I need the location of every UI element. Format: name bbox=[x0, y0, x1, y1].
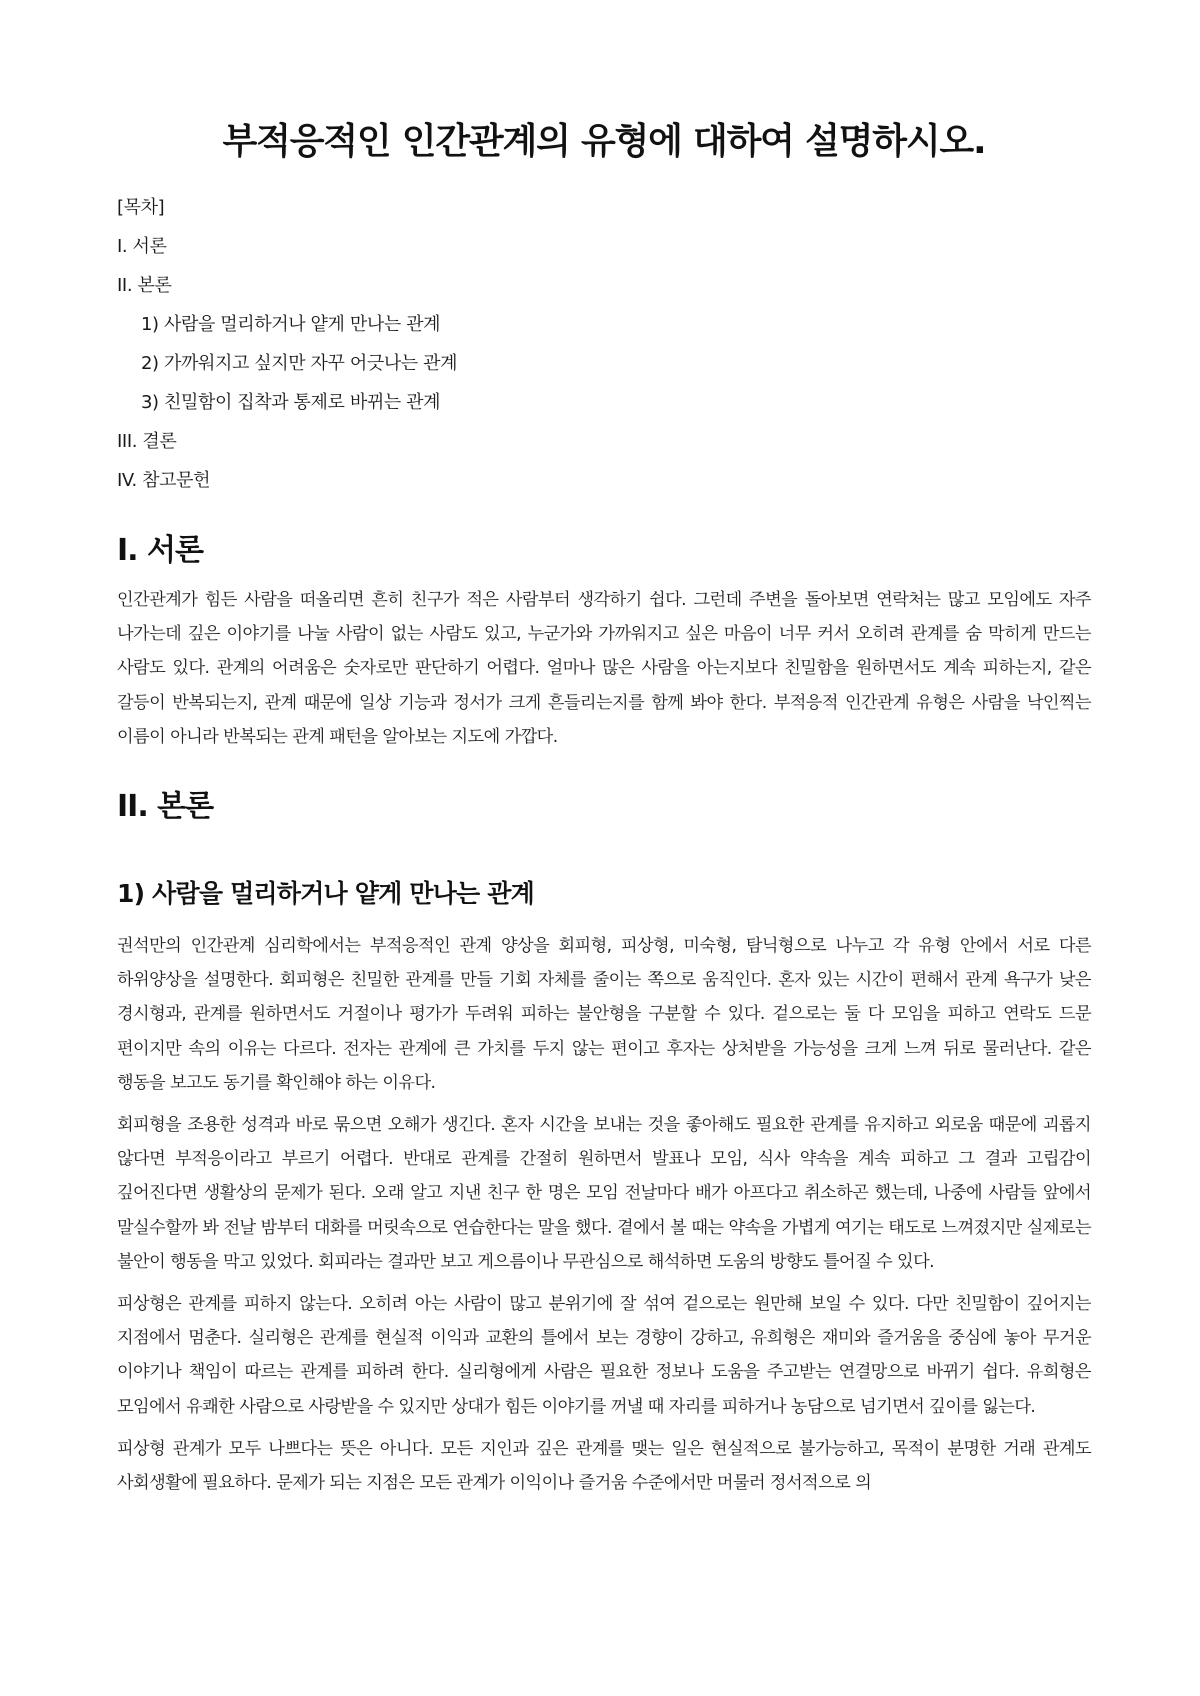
body-paragraph: 권석만의 인간관계 심리학에서는 부적응적인 관계 양상을 회피형, 피상형, 미숙형, 탐닉형으로 나누고 각 유형 안에서 서로 다른 하위양상을 설명한다. 회피형은 친밀한 관계를 만들 기회 자체를 줄이는 쪽으로 움직인다. 혼자 있는 시간이 편해서 관계 욕구가 낮은 경시형과, 관계를 원하면서도 거절이나 평가가 두려워 피하는 불안형을 구분할 수 있다. 겉으로는 둘 다 모임을 피하고 연락도 드문 편이지만 속의 이유는 다르다. 전자는 관계에 큰 가치를 두지 않는 편이고 후자는 상처받을 가능성을 크게 느껴 뒤로 물러난다. 같은 행동을 보고도 동기를 확인해야 하는 이유다. bbox=[117, 936, 1091, 1093]
document-page bbox=[117, 0, 1091, 1500]
subsection-heading-1: 1) 사람을 멀리하거나 얕게 만나는 관계 bbox=[117, 879, 534, 909]
toc-item-body: II. 본론 bbox=[117, 275, 172, 296]
toc-item-body-2: 2) 가까워지고 싶지만 자꾸 어긋나는 관계 bbox=[141, 353, 458, 374]
body-paragraph: 피상형 관계가 모두 나쁘다는 뜻은 아니다. 모든 지인과 깊은 관계를 맺는 일은 현실적으로 불가능하고, 목적이 분명한 거래 관계도 사회생활에 필요하다. 문제가 되는 지점은 모든 관계가 이익이나 즐거움 수준에서만 머물러 정서적으로 의 bbox=[117, 1438, 1091, 1494]
section-heading-body: II. 본론 bbox=[117, 789, 214, 825]
toc-item-references: IV. 참고문헌 bbox=[117, 470, 211, 491]
body-paragraph: 피상형은 관계를 피하지 않는다. 오히려 아는 사람이 많고 분위기에 잘 섞여 겉으로는 원만해 보일 수 있다. 다만 친밀함이 깊어지는 지점에서 멈춘다. 실리형은 관계를 현실적 이익과 교환의 틀에서 보는 경향이 강하고, 유희형은 재미와 즐거움을 중심에 놓아 무거운 이야기나 책임이 따르는 관계를 피하려 한다. 실리형에게 사람은 필요한 정보나 도움을 주고받는 연결망으로 바뀌기 쉽다. 유희형은 모임에서 유쾌한 사람으로 사랑받을 수 있지만 상대가 힘든 이야기를 꺼낼 때 자리를 피하거나 농담으로 넘기면서 깊이를 잃는다. bbox=[117, 1294, 1091, 1417]
toc-item-body-1: 1) 사람을 멀리하거나 얕게 만나는 관계 bbox=[141, 314, 441, 335]
toc-item-conclusion: III. 결론 bbox=[117, 431, 177, 452]
table-of-contents bbox=[117, 188, 1091, 500]
intro-paragraph: 인간관계가 힘든 사람을 떠올리면 흔히 친구가 적은 사람부터 생각하기 쉽다. 그런데 주변을 돌아보면 연락처는 많고 모임에도 자주 나가는데 깊은 이야기를 나눌 사람이 없는 사람도 있고, 누군가와 가까워지고 싶은 마음이 너무 커서 오히려 관계를 숨 막히게 만드는 사람도 있다. 관계의 어려움은 숫자로만 판단하기 어렵다. 얼마나 많은 사람을 아는지보다 친밀함을 원하면서도 계속 피하는지, 같은 갈등이 반복되는지, 관계 때문에 일상 기능과 정서가 크게 흔들리는지를 함께 봐야 한다. 부적응적 인간관계 유형은 사람을 낙인찍는 이름이 아니라 반복되는 관계 패턴을 알아보는 지도에 가깝다. bbox=[117, 590, 1091, 747]
body-paragraph: 회피형을 조용한 성격과 바로 묶으면 오해가 생긴다. 혼자 시간을 보내는 것을 좋아해도 필요한 관계를 유지하고 외로움 때문에 괴롭지 않다면 부적응이라고 부르기 어렵다. 반대로 관계를 간절히 원하면서 발표나 모임, 식사 약속을 계속 피하고 그 결과 고립감이 깊어진다면 생활상의 문제가 된다. 오래 알고 지낸 친구 한 명은 모임 전날마다 배가 아프다고 취소하곤 했는데, 나중에 사람들 앞에서 말실수할까 봐 전날 밤부터 대화를 머릿속으로 연습한다는 말을 했다. 곁에서 볼 때는 약속을 가볍게 여기는 태도로 느껴졌지만 실제로는 불안이 행동을 막고 있었다. 회피라는 결과만 보고 게으름이나 무관심으로 해석하면 도움의 방향도 틀어질 수 있다. bbox=[117, 1115, 1091, 1272]
toc-label: [목차] bbox=[117, 197, 165, 218]
toc-item-body-3: 3) 친밀함이 집착과 통제로 바뀌는 관계 bbox=[141, 392, 441, 413]
toc-item-intro: I. 서론 bbox=[117, 236, 167, 257]
document-title: 부적응적인 인간관계의 유형에 대하여 설명하시오. bbox=[222, 121, 986, 162]
section-heading-intro: I. 서론 bbox=[117, 533, 203, 568]
